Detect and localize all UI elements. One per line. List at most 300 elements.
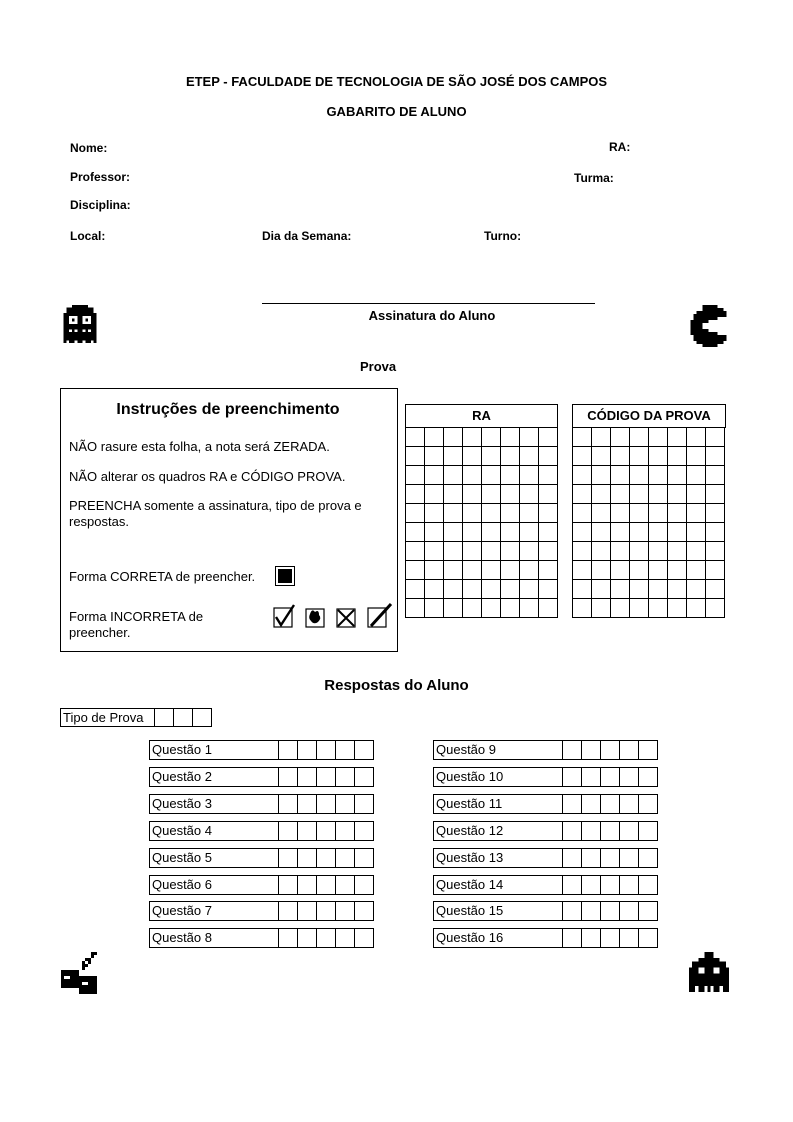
field-dia-semana: Dia da Semana: <box>262 229 352 243</box>
grid-cell[interactable] <box>573 428 592 447</box>
question-row[interactable] <box>149 767 374 787</box>
grid-cell[interactable] <box>406 504 425 523</box>
grid-cell[interactable] <box>592 580 611 599</box>
answer-cell[interactable] <box>298 848 317 868</box>
answer-cell[interactable] <box>298 821 317 841</box>
tipo-prova-label: Tipo de Prova <box>60 708 155 727</box>
grid-cell[interactable] <box>520 542 539 561</box>
question-row[interactable] <box>149 901 374 921</box>
instructions-title: Instruções de preenchimento <box>116 401 340 418</box>
grid-cell[interactable] <box>520 447 539 466</box>
answer-cell[interactable] <box>563 740 582 760</box>
question-row[interactable] <box>433 848 658 868</box>
grid-cell[interactable] <box>687 561 706 580</box>
grid-cell[interactable] <box>501 485 520 504</box>
answer-cell[interactable] <box>279 740 298 760</box>
answer-cell[interactable] <box>563 901 582 921</box>
grid-cell[interactable] <box>425 580 444 599</box>
grid-cell[interactable] <box>501 504 520 523</box>
grid-cell[interactable] <box>573 599 592 618</box>
grid-cell[interactable] <box>649 447 668 466</box>
grid-cell[interactable] <box>706 485 725 504</box>
grid-cell[interactable] <box>630 466 649 485</box>
grid-cell[interactable] <box>501 561 520 580</box>
grid-cell[interactable] <box>482 466 501 485</box>
answer-cell[interactable] <box>279 767 298 787</box>
field-local: Local: <box>70 229 106 243</box>
answer-cell[interactable] <box>620 821 639 841</box>
grid-cell[interactable] <box>706 466 725 485</box>
question-row[interactable] <box>433 901 658 921</box>
grid-cell[interactable] <box>592 466 611 485</box>
grid-cell[interactable] <box>406 523 425 542</box>
grid-cell[interactable] <box>611 485 630 504</box>
grid-cell[interactable] <box>668 523 687 542</box>
invader-icon <box>686 952 732 992</box>
grid-cell[interactable] <box>501 447 520 466</box>
grid-cell[interactable] <box>482 580 501 599</box>
grid-cell[interactable] <box>406 599 425 618</box>
answer-cell[interactable] <box>317 821 336 841</box>
grid-cell[interactable] <box>592 599 611 618</box>
answer-cell[interactable] <box>582 821 601 841</box>
answer-cell[interactable] <box>298 928 317 948</box>
grid-cell[interactable] <box>520 485 539 504</box>
document-title: GABARITO DE ALUNO <box>326 104 467 119</box>
grid-cell[interactable] <box>630 504 649 523</box>
grid-cell[interactable] <box>611 504 630 523</box>
ra-grid-header: RA <box>405 404 558 428</box>
answer-cell[interactable] <box>298 794 317 814</box>
grid-cell[interactable] <box>630 542 649 561</box>
answers-title: Respostas do Aluno <box>324 677 469 694</box>
grid-cell[interactable] <box>649 542 668 561</box>
pacman-icon <box>690 305 730 347</box>
answer-cell[interactable] <box>639 848 658 868</box>
answer-cell[interactable] <box>639 821 658 841</box>
answer-cell[interactable] <box>620 848 639 868</box>
grid-cell[interactable] <box>463 485 482 504</box>
grid-cell[interactable] <box>425 485 444 504</box>
grid-cell[interactable] <box>706 580 725 599</box>
answer-cell[interactable] <box>620 794 639 814</box>
question-label: Questão 1 <box>149 740 279 760</box>
answer-cell[interactable] <box>298 875 317 895</box>
answer-cell[interactable] <box>639 928 658 948</box>
grid-cell[interactable] <box>520 504 539 523</box>
grid-cell[interactable] <box>706 561 725 580</box>
grid-cell[interactable] <box>573 561 592 580</box>
grid-cell[interactable] <box>668 466 687 485</box>
grid-cell[interactable] <box>573 447 592 466</box>
answer-cell[interactable] <box>601 767 620 787</box>
answer-cell[interactable] <box>620 767 639 787</box>
grid-cell[interactable] <box>425 466 444 485</box>
question-row[interactable] <box>149 848 374 868</box>
grid-cell[interactable] <box>539 466 558 485</box>
grid-cell[interactable] <box>611 580 630 599</box>
grid-cell[interactable] <box>539 447 558 466</box>
answer-cell[interactable] <box>601 740 620 760</box>
answer-cell[interactable] <box>563 821 582 841</box>
grid-cell[interactable] <box>611 428 630 447</box>
answer-cell[interactable] <box>582 848 601 868</box>
grid-cell[interactable] <box>425 523 444 542</box>
grid-cell[interactable] <box>592 485 611 504</box>
grid-cell[interactable] <box>649 599 668 618</box>
grid-cell[interactable] <box>573 523 592 542</box>
grid-cell[interactable] <box>520 580 539 599</box>
grid-cell[interactable] <box>668 485 687 504</box>
grid-cell[interactable] <box>520 561 539 580</box>
grid-cell[interactable] <box>406 485 425 504</box>
grid-cell[interactable] <box>573 485 592 504</box>
grid-cell[interactable] <box>649 466 668 485</box>
grid-cell[interactable] <box>539 599 558 618</box>
grid-cell[interactable] <box>425 599 444 618</box>
grid-cell[interactable] <box>573 580 592 599</box>
grid-cell[interactable] <box>482 504 501 523</box>
answer-cell[interactable] <box>336 767 355 787</box>
grid-cell[interactable] <box>425 504 444 523</box>
grid-cell[interactable] <box>406 561 425 580</box>
grid-cell[interactable] <box>668 504 687 523</box>
question-row[interactable] <box>433 740 658 760</box>
grid-cell[interactable] <box>482 428 501 447</box>
answer-cell[interactable] <box>279 821 298 841</box>
answer-cell[interactable] <box>355 794 374 814</box>
x-mark-icon <box>336 608 356 628</box>
answer-cell[interactable] <box>336 821 355 841</box>
question-label: Questão 16 <box>433 928 563 948</box>
question-row[interactable] <box>433 767 658 787</box>
question-label: Questão 7 <box>149 901 279 921</box>
question-row[interactable] <box>149 740 374 760</box>
grid-cell[interactable] <box>687 542 706 561</box>
grid-cell[interactable] <box>706 504 725 523</box>
grid-cell[interactable] <box>687 447 706 466</box>
grid-cell[interactable] <box>463 580 482 599</box>
question-label: Questão 11 <box>433 794 563 814</box>
answer-cell[interactable] <box>317 794 336 814</box>
answer-cell[interactable] <box>639 875 658 895</box>
grid-cell[interactable] <box>539 580 558 599</box>
grid-cell[interactable] <box>539 542 558 561</box>
answer-cell[interactable] <box>563 875 582 895</box>
grid-cell[interactable] <box>630 428 649 447</box>
grid-cell[interactable] <box>611 466 630 485</box>
answer-cell[interactable] <box>563 794 582 814</box>
grid-cell[interactable] <box>592 561 611 580</box>
grid-cell[interactable] <box>630 580 649 599</box>
answer-cell[interactable] <box>582 928 601 948</box>
incorrect-fill-text: Forma INCORRETA de preencher. <box>69 609 204 640</box>
grid-cell[interactable] <box>668 428 687 447</box>
grid-cell[interactable] <box>520 428 539 447</box>
grid-cell[interactable] <box>592 428 611 447</box>
question-label: Questão 5 <box>149 848 279 868</box>
grid-cell[interactable] <box>630 523 649 542</box>
grid-cell[interactable] <box>463 504 482 523</box>
grid-cell[interactable] <box>501 599 520 618</box>
grid-cell[interactable] <box>668 542 687 561</box>
grid-cell[interactable] <box>706 599 725 618</box>
answer-cell[interactable] <box>563 848 582 868</box>
grid-cell[interactable] <box>592 447 611 466</box>
question-row[interactable] <box>433 928 658 948</box>
answer-cell[interactable] <box>355 740 374 760</box>
grid-cell[interactable] <box>444 580 463 599</box>
answer-cell[interactable] <box>601 875 620 895</box>
grid-cell[interactable] <box>501 542 520 561</box>
field-nome: Nome: <box>70 141 108 155</box>
answer-cell[interactable] <box>317 848 336 868</box>
instructions-box <box>60 388 398 652</box>
grid-cell[interactable] <box>687 466 706 485</box>
grid-cell[interactable] <box>444 428 463 447</box>
question-row[interactable] <box>433 821 658 841</box>
answer-cell[interactable] <box>355 848 374 868</box>
grid-cell[interactable] <box>706 542 725 561</box>
grid-cell[interactable] <box>539 485 558 504</box>
question-label: Questão 6 <box>149 875 279 895</box>
grid-cell[interactable] <box>687 580 706 599</box>
grid-cell[interactable] <box>539 428 558 447</box>
grid-cell[interactable] <box>630 561 649 580</box>
answer-cell[interactable] <box>582 901 601 921</box>
grid-cell[interactable] <box>611 561 630 580</box>
answer-cell[interactable] <box>336 794 355 814</box>
grid-cell[interactable] <box>706 428 725 447</box>
grid-cell[interactable] <box>482 561 501 580</box>
grid-cell[interactable] <box>687 485 706 504</box>
grid-cell[interactable] <box>463 542 482 561</box>
grid-cell[interactable] <box>649 485 668 504</box>
grid-cell[interactable] <box>592 523 611 542</box>
question-label: Questão 4 <box>149 821 279 841</box>
answer-cell[interactable] <box>336 875 355 895</box>
correct-fill-example <box>275 566 295 586</box>
question-label: Questão 15 <box>433 901 563 921</box>
answer-cell[interactable] <box>620 740 639 760</box>
answer-cell[interactable] <box>563 928 582 948</box>
answer-cell[interactable] <box>279 794 298 814</box>
answer-cell[interactable] <box>355 821 374 841</box>
grid-cell[interactable] <box>406 580 425 599</box>
answer-cell[interactable] <box>336 901 355 921</box>
grid-cell[interactable] <box>649 504 668 523</box>
answer-cell[interactable] <box>298 740 317 760</box>
grid-cell[interactable] <box>539 504 558 523</box>
grid-cell[interactable] <box>482 542 501 561</box>
grid-cell[interactable] <box>501 580 520 599</box>
answer-cell[interactable] <box>336 928 355 948</box>
grid-cell[interactable] <box>463 523 482 542</box>
answer-cell[interactable] <box>582 875 601 895</box>
grid-cell[interactable] <box>406 542 425 561</box>
answer-cell[interactable] <box>279 848 298 868</box>
question-label: Questão 12 <box>433 821 563 841</box>
answer-cell[interactable] <box>601 848 620 868</box>
answer-cell[interactable] <box>639 794 658 814</box>
grid-cell[interactable] <box>539 561 558 580</box>
grid-cell[interactable] <box>592 542 611 561</box>
grid-cell[interactable] <box>406 428 425 447</box>
grid-cell[interactable] <box>501 466 520 485</box>
grid-cell[interactable] <box>668 580 687 599</box>
answer-cell[interactable] <box>355 767 374 787</box>
answer-cell[interactable] <box>355 901 374 921</box>
grid-cell[interactable] <box>668 561 687 580</box>
answer-cell[interactable] <box>317 875 336 895</box>
question-label: Questão 13 <box>433 848 563 868</box>
question-label: Questão 9 <box>433 740 563 760</box>
tipo-prova-cell[interactable] <box>193 708 212 727</box>
answer-cell[interactable] <box>563 767 582 787</box>
grid-cell[interactable] <box>444 523 463 542</box>
grid-cell[interactable] <box>706 447 725 466</box>
grid-cell[interactable] <box>482 599 501 618</box>
ra-grid[interactable] <box>405 427 558 618</box>
grid-cell[interactable] <box>687 523 706 542</box>
grid-cell[interactable] <box>425 542 444 561</box>
answer-cell[interactable] <box>279 901 298 921</box>
grid-cell[interactable] <box>668 447 687 466</box>
answer-cell[interactable] <box>317 901 336 921</box>
grid-cell[interactable] <box>425 428 444 447</box>
grid-cell[interactable] <box>573 466 592 485</box>
grid-cell[interactable] <box>630 599 649 618</box>
grid-cell[interactable] <box>444 447 463 466</box>
answer-cell[interactable] <box>582 740 601 760</box>
question-row[interactable] <box>149 928 374 948</box>
field-professor: Professor: <box>70 170 131 184</box>
grid-cell[interactable] <box>482 447 501 466</box>
answer-cell[interactable] <box>639 767 658 787</box>
grid-cell[interactable] <box>482 523 501 542</box>
answer-cell[interactable] <box>336 848 355 868</box>
grid-cell[interactable] <box>444 504 463 523</box>
question-row[interactable] <box>149 794 374 814</box>
answer-cell[interactable] <box>317 740 336 760</box>
grid-cell[interactable] <box>463 428 482 447</box>
question-row[interactable] <box>433 794 658 814</box>
grid-cell[interactable] <box>425 561 444 580</box>
answer-cell[interactable] <box>355 875 374 895</box>
grid-cell[interactable] <box>406 466 425 485</box>
answer-cell[interactable] <box>279 875 298 895</box>
grid-cell[interactable] <box>444 561 463 580</box>
codigo-grid-header: CÓDIGO DA PROVA <box>572 404 726 428</box>
grid-cell[interactable] <box>630 485 649 504</box>
answer-cell[interactable] <box>601 901 620 921</box>
answer-cell[interactable] <box>601 928 620 948</box>
grid-cell[interactable] <box>463 599 482 618</box>
answer-cell[interactable] <box>355 928 374 948</box>
scribble-icon <box>305 606 325 628</box>
grid-cell[interactable] <box>463 447 482 466</box>
grid-cell[interactable] <box>501 523 520 542</box>
answer-cell[interactable] <box>336 740 355 760</box>
grid-cell[interactable] <box>501 428 520 447</box>
grid-cell[interactable] <box>611 599 630 618</box>
answer-cell[interactable] <box>317 928 336 948</box>
grid-cell[interactable] <box>573 504 592 523</box>
answer-cell[interactable] <box>620 901 639 921</box>
grid-cell[interactable] <box>539 523 558 542</box>
answer-cell[interactable] <box>298 901 317 921</box>
checkmark-icon <box>273 604 295 628</box>
answer-cell[interactable] <box>620 875 639 895</box>
correct-fill-text: Forma CORRETA de preencher. <box>69 569 256 584</box>
question-row[interactable] <box>149 875 374 895</box>
grid-cell[interactable] <box>611 542 630 561</box>
cherry-icon <box>58 952 100 994</box>
answer-cell[interactable] <box>279 928 298 948</box>
grid-cell[interactable] <box>611 447 630 466</box>
grid-cell[interactable] <box>611 523 630 542</box>
instruction-line-3: PREENCHA somente a assinatura, tipo de prova e respostas. <box>69 498 362 529</box>
grid-cell[interactable] <box>687 599 706 618</box>
tipo-prova-cell[interactable] <box>155 708 174 727</box>
tipo-prova-cell[interactable] <box>174 708 193 727</box>
codigo-grid[interactable] <box>572 427 725 618</box>
grid-cell[interactable] <box>520 466 539 485</box>
tipo-prova-row[interactable] <box>60 708 212 727</box>
answer-cell[interactable] <box>582 794 601 814</box>
question-label: Questão 10 <box>433 767 563 787</box>
grid-cell[interactable] <box>649 523 668 542</box>
question-row[interactable] <box>149 821 374 841</box>
field-disciplina: Disciplina: <box>70 198 131 212</box>
grid-cell[interactable] <box>687 428 706 447</box>
signature-line[interactable] <box>262 303 595 304</box>
question-row[interactable] <box>433 875 658 895</box>
grid-cell[interactable] <box>520 599 539 618</box>
grid-cell[interactable] <box>649 428 668 447</box>
answer-cell[interactable] <box>639 901 658 921</box>
grid-cell[interactable] <box>444 599 463 618</box>
answer-cell[interactable] <box>601 821 620 841</box>
answer-cell[interactable] <box>620 928 639 948</box>
grid-cell[interactable] <box>463 466 482 485</box>
grid-cell[interactable] <box>444 466 463 485</box>
answer-cell[interactable] <box>639 740 658 760</box>
answer-cell[interactable] <box>601 794 620 814</box>
grid-cell[interactable] <box>482 485 501 504</box>
grid-cell[interactable] <box>649 580 668 599</box>
grid-cell[interactable] <box>687 504 706 523</box>
grid-cell[interactable] <box>520 523 539 542</box>
grid-cell[interactable] <box>444 485 463 504</box>
grid-cell[interactable] <box>463 561 482 580</box>
grid-cell[interactable] <box>573 542 592 561</box>
grid-cell[interactable] <box>706 523 725 542</box>
answer-cell[interactable] <box>582 767 601 787</box>
grid-cell[interactable] <box>649 561 668 580</box>
grid-cell[interactable] <box>630 447 649 466</box>
grid-cell[interactable] <box>668 599 687 618</box>
question-label: Questão 3 <box>149 794 279 814</box>
grid-cell[interactable] <box>444 542 463 561</box>
grid-cell[interactable] <box>406 447 425 466</box>
question-label: Questão 14 <box>433 875 563 895</box>
grid-cell[interactable] <box>592 504 611 523</box>
answer-cell[interactable] <box>298 767 317 787</box>
grid-cell[interactable] <box>425 447 444 466</box>
question-label: Questão 2 <box>149 767 279 787</box>
answer-cell[interactable] <box>317 767 336 787</box>
